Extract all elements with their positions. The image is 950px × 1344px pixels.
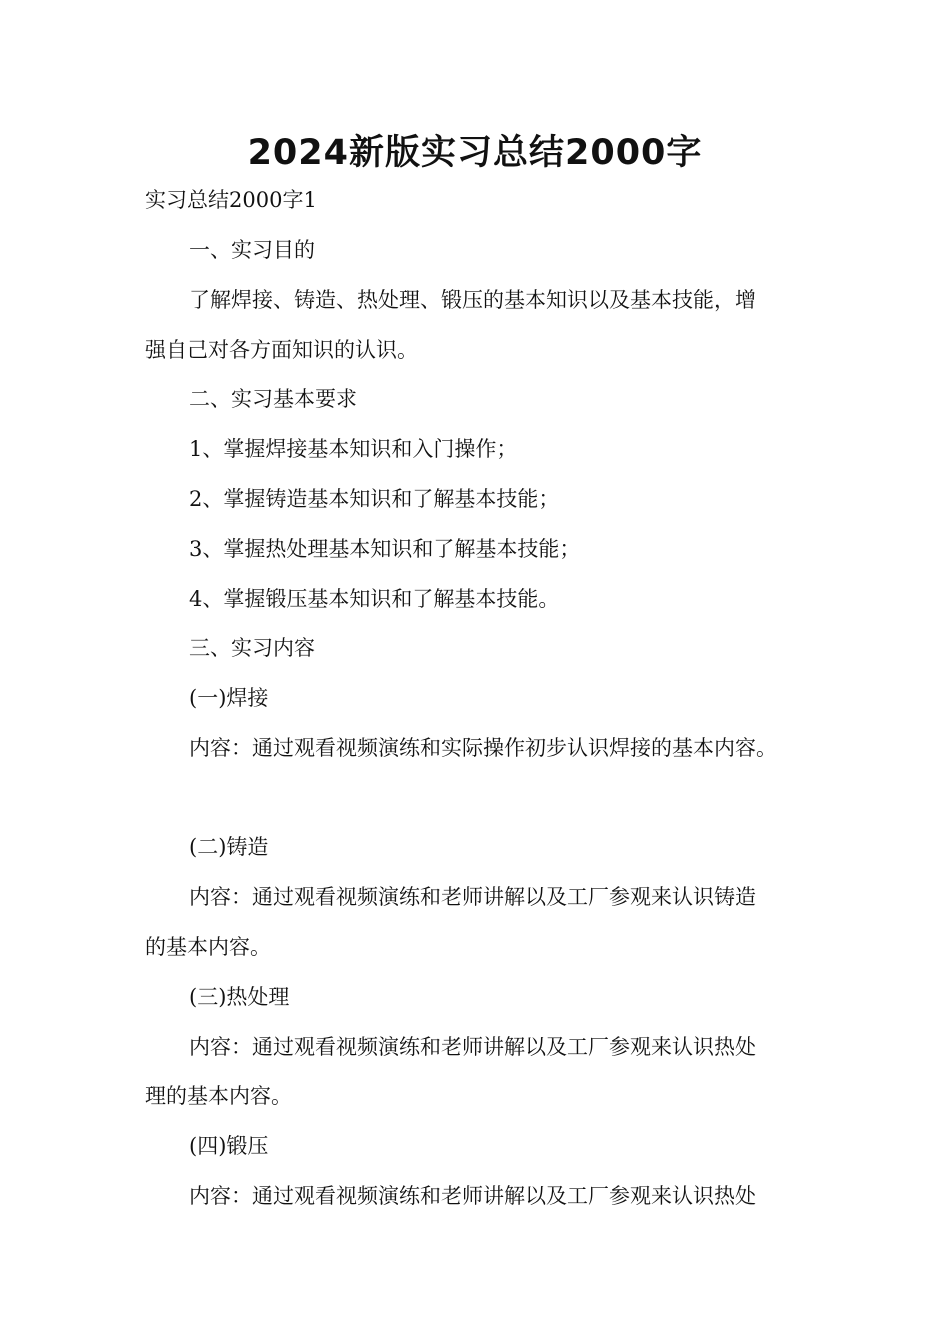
section-heading-purpose: 一、实习目的	[189, 238, 315, 262]
list-item-requirement-2: 2、掌握铸造基本知识和了解基本技能；	[189, 487, 560, 511]
subheading-forging: (四)锻压	[189, 1134, 269, 1158]
list-item-requirement-1: 1、掌握焊接基本知识和入门操作；	[189, 437, 518, 461]
subheading-heat-treatment: (三)热处理	[189, 985, 290, 1009]
paragraph-heat-treatment-line-2: 理的基本内容。	[145, 1084, 292, 1108]
document-title: 2024新版实习总结2000字	[247, 133, 703, 173]
paragraph-purpose-line-1: 了解焊接、铸造、热处理、锻压的基本知识以及基本技能，增	[189, 288, 756, 312]
subheading-casting: (二)铸造	[189, 835, 269, 859]
paragraph-heat-treatment-line-1: 内容：通过观看视频演练和老师讲解以及工厂参观来认识热处	[189, 1035, 756, 1059]
paragraph-casting-line-1: 内容：通过观看视频演练和老师讲解以及工厂参观来认识铸造	[189, 885, 756, 909]
document-subtitle: 实习总结2000字1	[145, 188, 317, 212]
subheading-welding: (一)焊接	[189, 686, 269, 710]
section-heading-requirements: 二、实习基本要求	[189, 387, 357, 411]
section-heading-content: 三、实习内容	[189, 636, 315, 660]
paragraph-purpose-line-2: 强自己对各方面知识的认识。	[145, 338, 418, 362]
paragraph-forging-line-1: 内容：通过观看视频演练和老师讲解以及工厂参观来认识热处	[189, 1184, 756, 1208]
paragraph-casting-line-2: 的基本内容。	[145, 935, 271, 959]
paragraph-welding-content: 内容：通过观看视频演练和实际操作初步认识焊接的基本内容。	[189, 736, 777, 760]
list-item-requirement-4: 4、掌握锻压基本知识和了解基本技能。	[189, 587, 560, 611]
list-item-requirement-3: 3、掌握热处理基本知识和了解基本技能；	[189, 537, 581, 561]
